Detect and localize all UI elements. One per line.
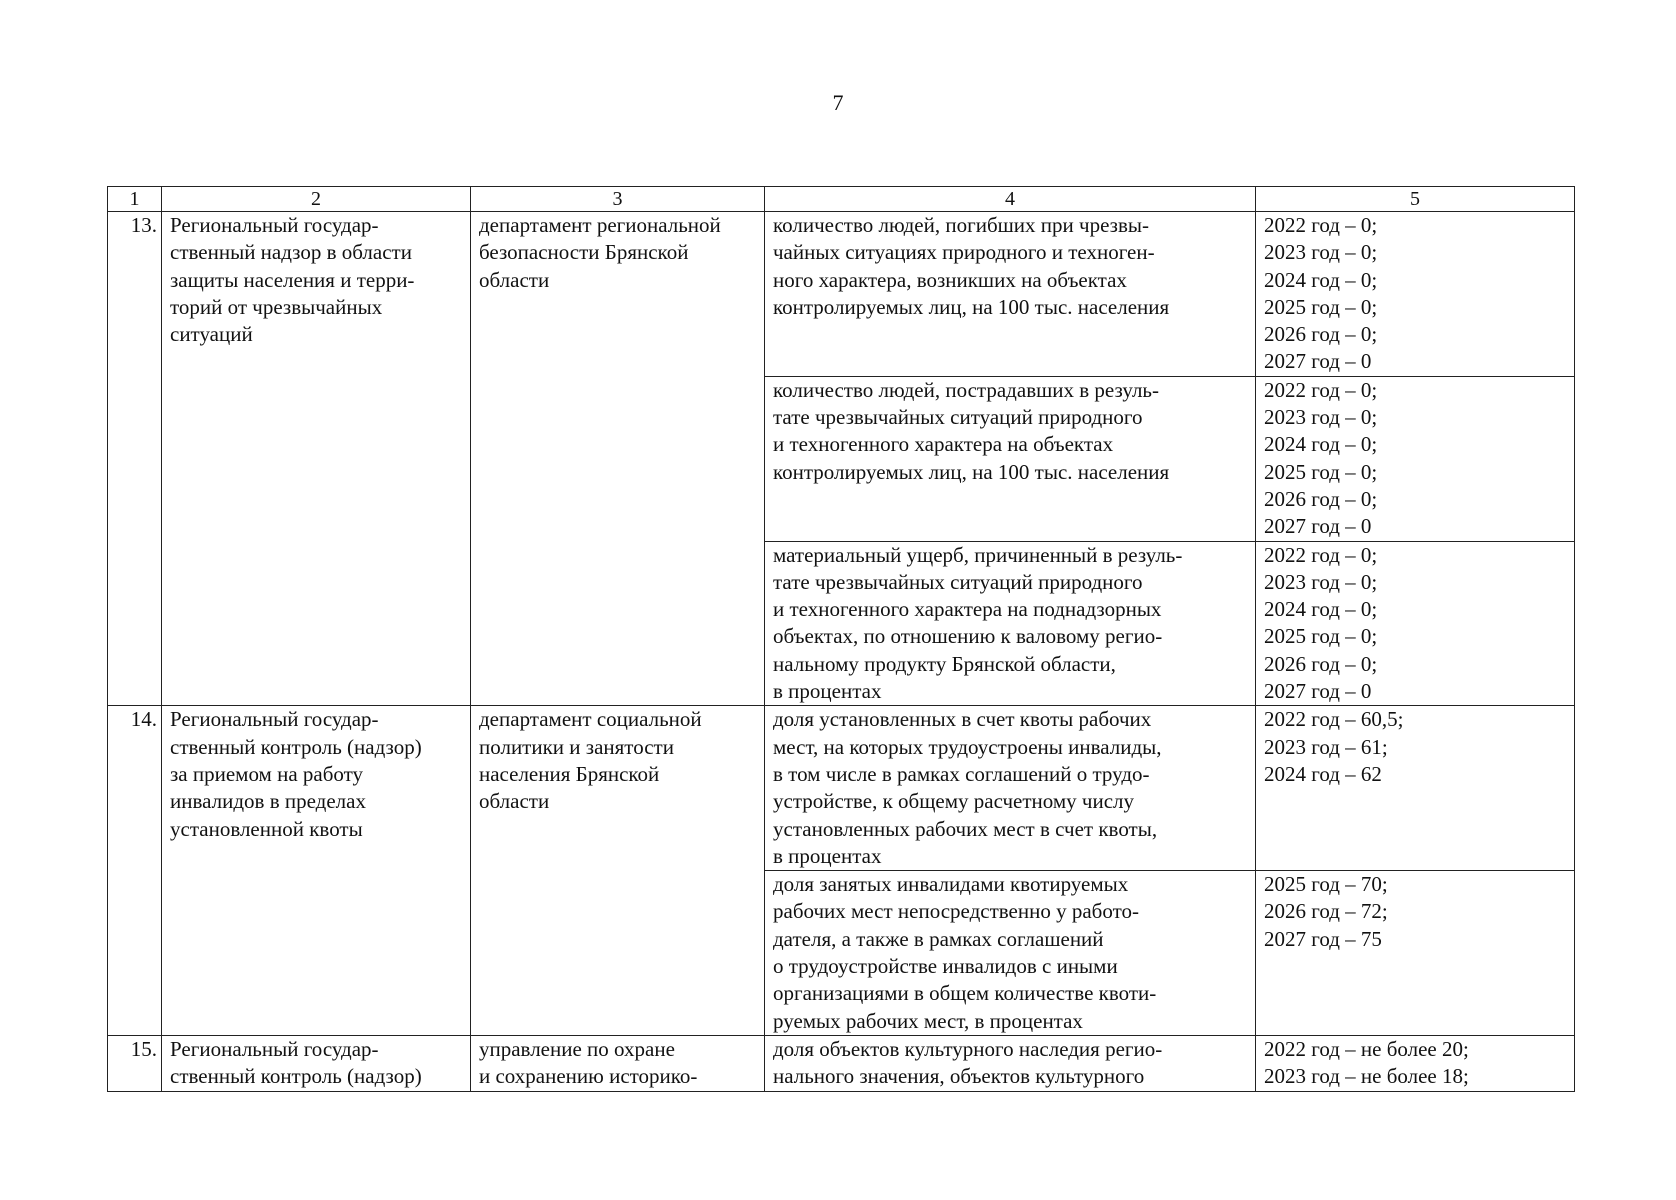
authority-cell <box>471 212 765 706</box>
indicator-cell <box>765 212 1256 377</box>
indicator-cell-line: доля занятых инвалидами квотируемых <box>773 872 1129 897</box>
indicator-cell-line: тате чрезвычайных ситуаций природного <box>773 569 1143 594</box>
indicator-cell-line: мест, на которых трудоустроены инвалиды, <box>773 734 1162 759</box>
authority-cell <box>471 706 765 1036</box>
target-values-cell-line: 2027 год – 0 <box>1264 349 1372 374</box>
indicator-cell-line: в процентах <box>773 843 882 868</box>
target-values-cell-line: 2023 год – 0; <box>1264 240 1378 265</box>
target-values-cell-line: 2023 год – 0; <box>1264 569 1378 594</box>
page-number: 7 <box>832 90 844 115</box>
indicator-cell-line: в том числе в рамках соглашений о трудо- <box>773 761 1150 786</box>
target-values-cell <box>1256 541 1575 706</box>
target-values-cell <box>1256 376 1575 541</box>
target-values-cell-line: 2025 год – 70; <box>1264 872 1388 897</box>
indicator-cell-line: чайных ситуациях природного и техноген- <box>773 240 1155 265</box>
control-type-cell-line: ственный контроль (надзор) <box>170 1064 422 1089</box>
indicator-cell-line: количество людей, погибших при чрезвы- <box>773 213 1149 237</box>
control-type-cell-line: защиты населения и терри- <box>170 267 415 292</box>
target-values-cell-line: 2022 год – 0; <box>1264 542 1378 567</box>
control-type-cell <box>162 212 471 706</box>
indicator-cell-line: материальный ущерб, причиненный в резуль- <box>773 542 1183 567</box>
indicator-cell-line: о трудоустройстве инвалидов с иными <box>773 954 1118 979</box>
indicator-cell-line: объектах, по отношению к валовому регио- <box>773 624 1163 649</box>
control-type-cell-line: Региональный государ- <box>170 1036 379 1061</box>
indicator-cell-line: организациями в общем количестве квоти- <box>773 981 1157 1006</box>
target-values-cell-line: 2026 год – 0; <box>1264 651 1378 676</box>
indicator-cell-line: и техногенного характера на объектах <box>773 432 1114 457</box>
indicator-cell-line: рабочих мест непосредственно у работо- <box>773 899 1139 924</box>
target-values-cell-line: 2022 год – 0; <box>1264 213 1378 237</box>
header-cell-5: 5 <box>1256 187 1575 212</box>
control-type-cell-line: инвалидов в пределах <box>170 789 366 814</box>
authority-cell <box>471 1035 765 1091</box>
indicator-cell-line: дателя, а также в рамках соглашений <box>773 926 1104 951</box>
indicator-cell-line: ного характера, возникших на объектах <box>773 267 1127 292</box>
authority-cell-line: управление по охране <box>479 1036 675 1061</box>
target-values-cell-line: 2024 год – 0; <box>1264 597 1378 622</box>
header-cell-4: 4 <box>765 187 1256 212</box>
authority-cell-line: и сохранению историко- <box>479 1064 698 1089</box>
target-values-cell-line: 2026 год – 0; <box>1264 486 1378 511</box>
control-type-cell <box>162 1035 471 1091</box>
control-type-cell <box>162 706 471 1036</box>
target-values-cell-line: 2027 год – 75 <box>1264 926 1382 951</box>
target-values-cell-line: 2023 год – 0; <box>1264 405 1378 430</box>
row-number: 14. <box>108 706 162 1036</box>
table-row <box>108 706 1575 871</box>
control-type-cell-line: Региональный государ- <box>170 707 379 732</box>
indicator-cell <box>765 376 1256 541</box>
indicator-cell-line: руемых рабочих мест, в процентах <box>773 1008 1083 1033</box>
indicator-cell-line: контролируемых лиц, на 100 тыс. населения <box>773 294 1170 319</box>
target-values-cell-line: 2025 год – 0; <box>1264 624 1378 649</box>
indicator-cell-line: и техногенного характера на поднадзорных <box>773 597 1162 622</box>
indicators-table <box>107 186 1575 1092</box>
target-values-cell-line: 2027 год – 0 <box>1264 679 1372 704</box>
indicator-cell <box>765 1035 1256 1091</box>
authority-cell-line: области <box>479 789 550 814</box>
control-type-cell-line: за приемом на работу <box>170 761 364 786</box>
header-cell-2: 2 <box>162 187 471 212</box>
indicator-cell-line: контролируемых лиц, на 100 тыс. населения <box>773 459 1170 484</box>
target-values-cell-line: 2024 год – 0; <box>1264 432 1378 457</box>
target-values-cell-line: 2027 год – 0 <box>1264 514 1372 539</box>
target-values-cell-line: 2026 год – 0; <box>1264 322 1378 347</box>
header-cell-1: 1 <box>108 187 162 212</box>
target-values-cell <box>1256 212 1575 377</box>
indicator-cell <box>765 541 1256 706</box>
target-values-cell <box>1256 871 1575 1036</box>
table-row <box>108 212 1575 377</box>
indicator-cell <box>765 871 1256 1036</box>
target-values-cell-line: 2022 год – 60,5; <box>1264 707 1404 732</box>
header-row <box>108 187 1575 212</box>
target-values-cell-line: 2024 год – 62 <box>1264 761 1382 786</box>
control-type-cell-line: ственный надзор в области <box>170 240 412 265</box>
authority-cell-line: безопасности Брянской <box>479 240 689 265</box>
authority-cell-line: населения Брянской <box>479 761 660 786</box>
authority-cell-line: политики и занятости <box>479 734 674 759</box>
target-values-cell-line: 2024 год – 0; <box>1264 267 1378 292</box>
indicator-cell <box>765 706 1256 871</box>
row-number: 13. <box>108 212 162 706</box>
indicator-cell-line: количество людей, пострадавших в резуль- <box>773 377 1159 402</box>
target-values-cell <box>1256 1035 1575 1091</box>
control-type-cell-line: торий от чрезвычайных <box>170 294 383 319</box>
target-values-cell-line: 2023 год – 61; <box>1264 734 1388 759</box>
target-values-cell-line: 2025 год – 0; <box>1264 459 1378 484</box>
control-type-cell-line: установленной квоты <box>170 816 363 841</box>
table-row <box>108 1035 1575 1091</box>
indicator-cell-line: в процентах <box>773 679 882 704</box>
target-values-cell-line: 2026 год – 72; <box>1264 899 1388 924</box>
control-type-cell-line: ситуаций <box>170 322 253 347</box>
indicator-cell-line: доля установленных в счет квоты рабочих <box>773 707 1152 732</box>
authority-cell-line: департамент региональной <box>479 213 721 237</box>
indicator-cell-line: нального значения, объектов культурного <box>773 1064 1145 1089</box>
row-number: 15. <box>108 1035 162 1091</box>
indicator-cell-line: тате чрезвычайных ситуаций природного <box>773 405 1143 430</box>
target-values-cell-line: 2022 год – не более 20; <box>1264 1036 1469 1061</box>
indicator-cell-line: нальному продукту Брянской области, <box>773 651 1116 676</box>
header-cell-3: 3 <box>471 187 765 212</box>
target-values-cell-line: 2023 год – не более 18; <box>1264 1064 1469 1089</box>
control-type-cell-line: ственный контроль (надзор) <box>170 734 422 759</box>
indicator-cell-line: доля объектов культурного наследия регио- <box>773 1036 1163 1061</box>
authority-cell-line: области <box>479 267 550 292</box>
control-type-cell-line: Региональный государ- <box>170 213 379 237</box>
target-values-cell <box>1256 706 1575 871</box>
indicator-cell-line: установленных рабочих мест в счет квоты, <box>773 816 1158 841</box>
indicator-cell-line: устройстве, к общему расчетному числу <box>773 789 1135 814</box>
target-values-cell-line: 2022 год – 0; <box>1264 377 1378 402</box>
target-values-cell-line: 2025 год – 0; <box>1264 294 1378 319</box>
authority-cell-line: департамент социальной <box>479 707 702 732</box>
